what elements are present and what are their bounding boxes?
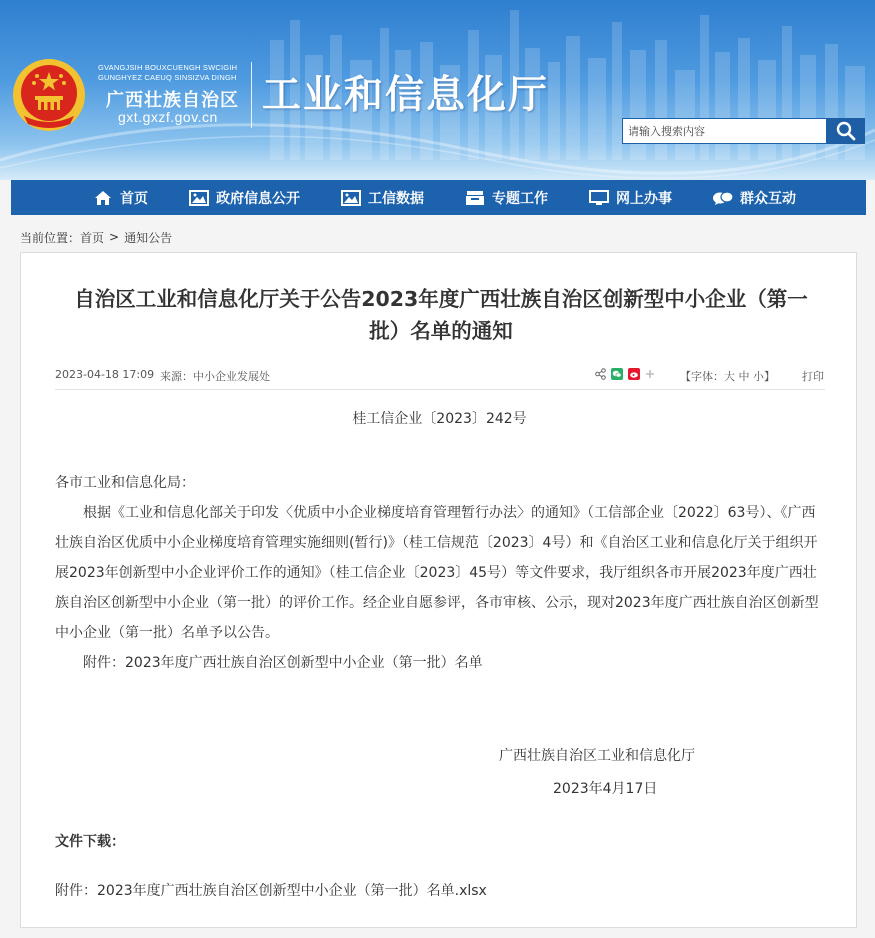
document-number: 桂工信企业〔2023〕242号 <box>352 411 527 427</box>
nav-label: 首页 <box>120 190 148 207</box>
article-source: 来源：中小企业发展处 <box>160 370 270 383</box>
nav-item-home[interactable] <box>92 180 148 215</box>
body-paragraph: 根据《工业和信息化部关于印发〈优质中小企业梯度培育管理暂行办法〉的通知》（工信部企业〔2022〕63号）、《广西壮族自治区优质中小企业梯度培育管理实施细则(暂行)》（桂工信规范〔2023〕4号）和《自治区工业和信息化厅关于组织开展2023年创新型中小企业评价工作的通知》（桂工信企业〔2023〕45号）等文件要求，我厅组织各市开展2023年度广西壮族自治区创新型中小企业（第一批）的评价工作。经企业自愿参评，各市审核、公示，现对2023年度广西壮族自治区创新型中小企业（第一批）名单予以公告。 <box>55 505 819 641</box>
chat-bubbles-icon <box>712 189 734 207</box>
article-body <box>55 468 825 678</box>
nav-label: 专题工作 <box>492 190 548 207</box>
breadcrumb-prefix: 当前位置： <box>20 230 81 245</box>
nav-label: 群众互动 <box>740 190 796 207</box>
nav-item-gov-info[interactable] <box>188 180 300 215</box>
signature-organization: 广西壮族自治区工业和信息化厅 <box>499 748 695 764</box>
nav-label: 政府信息公开 <box>216 190 300 207</box>
font-size-bracket: 】 <box>764 370 775 383</box>
search-icon <box>836 121 856 141</box>
download-file-link[interactable]: 附件：2023年度广西壮族自治区创新型中小企业（第一批）名单.xlsx <box>55 883 487 899</box>
monitor-icon <box>588 189 610 207</box>
main-nav <box>11 180 866 215</box>
article-panel <box>20 252 857 928</box>
nav-label: 工信数据 <box>368 190 424 207</box>
department-title: 工业和信息化厅 <box>262 72 550 118</box>
home-icon <box>92 189 114 207</box>
article-title: 自治区工业和信息化厅关于公告2023年度广西壮族自治区创新型中小企业（第一 批）名单的通知 <box>74 287 808 343</box>
search-box <box>622 118 865 144</box>
signature-date: 2023年4月17日 <box>553 781 658 797</box>
breadcrumb-separator: > <box>109 230 120 244</box>
nav-item-interaction[interactable] <box>712 180 796 215</box>
share-icon[interactable] <box>595 368 606 380</box>
plus-icon[interactable] <box>645 369 655 379</box>
nav-item-topics[interactable] <box>464 180 548 215</box>
breadcrumb <box>20 230 172 244</box>
attachment-note: 附件：2023年度广西壮族自治区创新型中小企业（第一批）名单 <box>83 655 483 671</box>
print-button[interactable]: 打印 <box>802 370 824 383</box>
national-emblem-icon <box>10 56 88 134</box>
publish-date: 2023-04-18 17:09 <box>55 368 155 381</box>
breadcrumb-current-link[interactable]: 通知公告 <box>124 230 173 245</box>
font-medium-button[interactable]: 中 <box>738 370 750 383</box>
share-bar <box>595 368 655 380</box>
font-size-label: 【字体： <box>680 370 724 383</box>
nav-label: 网上办事 <box>616 190 672 207</box>
site-header <box>0 0 875 180</box>
site-name-chinese: 广西壮族自治区 <box>106 90 239 111</box>
meta-divider <box>55 389 825 390</box>
folder-stack-icon <box>464 189 486 207</box>
header-divider <box>251 62 252 128</box>
article-meta <box>55 368 825 384</box>
image-icon <box>340 189 362 207</box>
font-size-control <box>680 368 775 384</box>
search-input[interactable] <box>622 118 827 144</box>
search-button[interactable] <box>827 118 865 144</box>
font-small-button[interactable]: 小 <box>753 370 764 383</box>
image-icon <box>188 189 210 207</box>
site-name-english: GVANGJSIH BOUXCUENGH SWCIGIH GUNGHYEZ CAEUQ SINSIZVA DINGH <box>98 63 238 82</box>
wechat-icon[interactable] <box>611 368 623 380</box>
site-url: gxt.gxzf.gov.cn <box>118 109 218 125</box>
nav-item-data[interactable] <box>340 180 424 215</box>
nav-item-online-service[interactable] <box>588 180 672 215</box>
font-large-button[interactable]: 大 <box>724 370 735 383</box>
weibo-icon[interactable] <box>628 368 640 380</box>
breadcrumb-home-link[interactable]: 首页 <box>80 230 105 245</box>
download-section-title: 文件下载： <box>55 834 125 850</box>
salutation: 各市工业和信息化局： <box>55 475 195 491</box>
